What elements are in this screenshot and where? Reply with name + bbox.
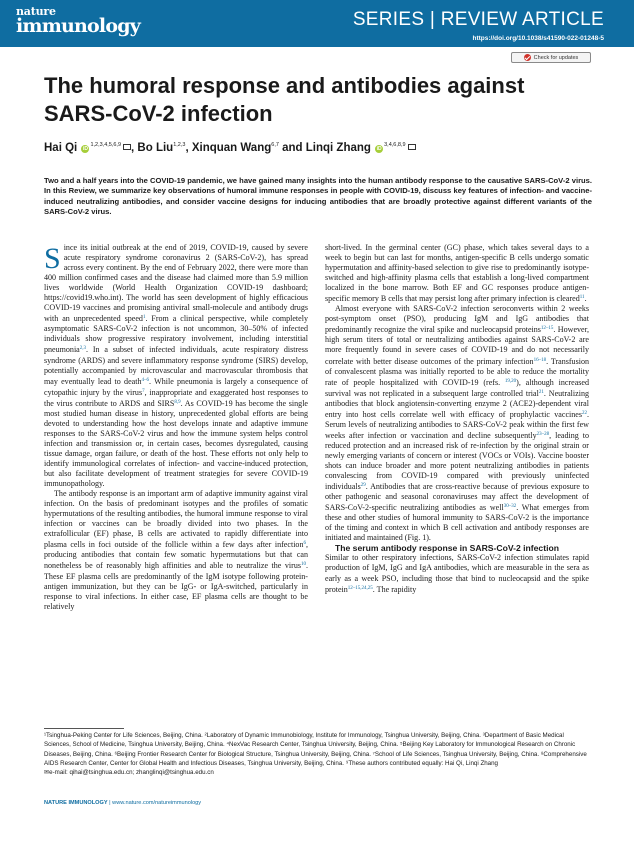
page-footer (44, 800, 201, 806)
body-paragraph (325, 553, 589, 594)
author-affiliation-sup: 3,4,6,8,9 (384, 142, 406, 148)
body-paragraph (44, 489, 308, 612)
section-heading: The serum antibody response in SARS-CoV-2 infection (335, 543, 559, 554)
text-run: . Serum levels of neutralizing antibodies to SARS-CoV-2 peak within the first few weeks after infection or vaccination and decline subsequently (325, 409, 589, 440)
citation-ref[interactable]: 23–28 (536, 431, 550, 437)
body-paragraph (325, 304, 589, 543)
footer-separator: | (107, 800, 113, 806)
article-type-label: SERIES | REVIEW ARTICLE (352, 9, 604, 30)
doi-link[interactable]: https://doi.org/10.1038/s41590-022-01248-5 (472, 35, 604, 42)
author-name[interactable]: Hai Qi (44, 142, 78, 154)
author-affiliation-sup: 1,2,3 (173, 142, 186, 148)
text-run: . In a subset of infected individuals, acute respiratory distress syndrome (ARDS) and severe inflammatory response syndrome (SIRS) develop, potentially accompanied by microvascular and macrovascular thrombosis that may eventually lead to death (44, 345, 308, 386)
orcid-icon[interactable]: iD (82, 146, 88, 152)
abstract: Two and a half years into the COVID-19 pandemic, we have gained many insights into the human antibody response to the causative SARS-CoV-2 virus. In this Review, we summarize key observations of humoral immune responses in people with COVID-19, discuss key features of infection- and vaccine-induced neutralizing antibodies, and consider vaccine designs for inducing antibodies that are broadly protective against different variants of the SARS-CoV-2 virus. (44, 176, 592, 217)
orcid-icon[interactable]: iD (376, 146, 382, 152)
footnote-divider (44, 728, 124, 729)
text-run: ), although increased survival was not replicated in a subsequent large controlled trial (325, 377, 589, 398)
text-run: The antibody response is an important arm of adaptive immunity against viral infection. On the basis of predominant isotypes and the profiles of somatic hypermutations of the resulting antibodies, the humoral immune response to viral infection or vaccines can be broadly divided into two phases. In the extrafollicular (EF) phase, B cells are activated to rapidly differentiate into plasma cells in foci outside of the follicle within a few days after infection (44, 489, 308, 550)
text-run: . Transfusion of convalescent plasma was initially reported to be able to reduce the mortality rate of people hospitalized with COVID-19 (refs. (325, 356, 589, 387)
citation-ref[interactable]: 7 (142, 388, 145, 394)
citation-ref[interactable]: 12–15 (540, 326, 554, 332)
check-for-updates-label: Check for updates (533, 54, 579, 61)
author-affiliation-sup: 6,7 (271, 142, 279, 148)
citation-ref[interactable]: 22 (581, 410, 587, 416)
citation-ref[interactable]: 21 (538, 389, 544, 395)
check-updates-icon (524, 54, 531, 61)
text-run: . These EF plasma cells are predominantly of the IgM isotype following protein-antigen immunization, but they can be IgG- or IgA-switched, particularly in response to viral infections. In either case, EF plasma cells are thought to be relatively (44, 561, 308, 611)
journal-header (0, 0, 634, 47)
text-run: Similar to other respiratory infections, SARS-CoV-2 infection stimulates rapid production of IgM, IgG and IgA antibodies, which are measurable in the sera as early as a week PSO, including those that bind to nucleocapsid and the spike protein (325, 553, 589, 594)
author-name[interactable]: Linqi Zhang (305, 142, 371, 154)
citation-ref[interactable]: 4–6 (141, 377, 149, 383)
author-list: Hai Qi iD$^{1,2,3,4,5,6,9}$ , Bo Liu$^{1,2,3}$, Xinquan Wang$^{6,7}$ and Linqi Zhang iD$^{3,4,6,8,9}$ (44, 142, 604, 154)
body-paragraph (325, 243, 589, 304)
citation-ref[interactable]: 29 (360, 483, 366, 489)
email-icon[interactable] (408, 144, 416, 150)
text-run: , producing antibodies that contain few somatic hypermutations but that can nonetheless be of reasonably high affinities and able to neutralize the virus (44, 540, 308, 571)
citation-ref[interactable]: 6 (303, 541, 306, 547)
citation-ref[interactable]: 2,3 (79, 346, 87, 352)
logo-line-nature: nature (16, 5, 56, 18)
text-run: . As COVID-19 has become the single most studied human disease in history, unprecedented global efforts are being devoted to understanding how the host develops innate and adaptive immune responses to the SARS-CoV-2 virus and how the immune system helps control infection and transmission or, in certain cases, becomes dysregulated, causing tissue damage, organ failure, or death of the host. These efforts not only help to identify immunological correlates of infection- and vaccine-induced protection, but also facilitate development of treatment strategies for severe COVID-19 immunopathology. (44, 398, 309, 489)
footer-url[interactable]: www.nature.com/natureimmunology (112, 800, 202, 806)
citation-ref[interactable]: 8,9 (174, 399, 181, 405)
text-run: ince its initial outbreak at the end of 2019, COVID-19, caused by severe acute respiratory syndrome coronavirus 2 (SARS-CoV-2), has spread across every continent. By the end of February 2022, there were more than 400 million confirmed cases and the disease had claimed more than 5.9 million lives worldwide (World Health Organization COVID-19 dashboard; https://covid19.who.int). The world has seen development of highly efficacious COVID-19 vaccines and promising antiviral small-molecule and antibody drugs with an unprecedented speed (44, 243, 308, 324)
logo-line-immunology: immunology (16, 15, 140, 37)
text-run: , leading to reduced protection and an increased risk of re-infection by the original strain or newly emerging variants of concern or interest (VOCs or VOIs). Vaccine booster shots can induce broader and more potent neutralizing antibodies in patients convalescing from COVID-19 compared with previously uninfected individuals (325, 430, 589, 492)
citation-ref[interactable]: 30–32 (503, 504, 517, 510)
author-name[interactable]: Bo Liu (137, 142, 174, 154)
body-column-left (44, 243, 308, 612)
email-icon[interactable] (123, 144, 131, 150)
text-run: . Neutralizing antibodies that block angiotensin-converting enzyme 2 (ACE2)-dependent viral entry into host cells correlate well with efficacy of prophylactic vaccines (325, 388, 589, 419)
text-run: , inappropriate and exaggerated host responses to the virus contribute to ARDS and SIRS (44, 387, 308, 408)
text-run: . Antibodies that are cross-reactive because of previous exposure to other pathogenic and seasonal coronaviruses may affect the development of SARS-CoV-2-specific neutralizing antibodies as well (325, 482, 589, 513)
citation-ref[interactable]: 1 (142, 315, 146, 321)
body-column-right (325, 243, 589, 595)
text-run: . While pneumonia is largely a consequence of cytopathic injury by the virus (44, 376, 308, 397)
citation-ref[interactable]: 11 (579, 295, 585, 301)
text-run: . From a clinical perspective, while completely asymptomatic SARS-CoV-2 infection is not uncommon, 30–50% of infected individuals show progressive respiratory involvement, including interstitial pneumonia (44, 314, 308, 355)
citation-ref[interactable]: 19,20 (504, 378, 517, 384)
body-paragraph (44, 243, 308, 489)
drop-cap: S (44, 242, 61, 275)
check-for-updates-button[interactable] (511, 52, 591, 63)
author-name[interactable]: Xinquan Wang (191, 142, 272, 154)
text-run: . However, high serum titers of total or neutralizing antibodies against SARS-CoV-2 are more frequently found in severe cases of COVID-19 and do not necessarily correlate with better disease outcomes of the primary infection (325, 325, 589, 366)
text-run: . The rapidity (372, 584, 417, 594)
author-affiliation-sup: 1,2,3,4,5,6,9 (90, 142, 122, 148)
text-run: Almost everyone with SARS-CoV-2 infection seroconverts within 2 weeks post-symptom onset (PSO), producing IgM and IgG antibodies that predominantly recognize the viral spike and nucleocapsid proteins (325, 304, 589, 335)
affiliations (44, 731, 592, 777)
citation-ref[interactable]: 10 (300, 562, 306, 568)
article-title: The humoral response and antibodies against SARS-CoV-2 infection (44, 73, 525, 126)
affiliations-text: ¹Tsinghua-Peking Center for Life Sciences, Beijing, China. ²Laboratory of Dynamic Immunobiology, Institute for Immunology, Tsinghua University, Beijing, China. ³Department of Basic Medical Sciences, School of Medicine, Tsinghua University, Beijing, China. ⁴NexVac Research Center, Tsinghua University, Beijing, China. ⁵Beijing Key Laboratory for Immunological Research on Chronic Diseases, Beijing, China. ⁶Beijing Frontier Research Center for Biological Structure, Tsinghua University, Beijing, China. ⁷School of Life Sciences, Tsinghua University, Beijing, China. ⁸Comprehensive AIDS Research Center, Center for Global Health and Infectious Diseases, Tsinghua University, Beijing, China. ⁹These authors contributed equally: Hai Qi, Linqi Zhang (44, 732, 587, 767)
journal-logo[interactable] (16, 6, 140, 36)
citation-ref[interactable]: 12–15,24,25 (347, 585, 373, 591)
text-run: . What emerges from these and other studies of humoral immunity to SARS-CoV-2 is the importance of the timing and context in which B cell activation and antibody responses are initiated and maintained (Fig. 1). (325, 503, 589, 543)
footer-journal: NATURE IMMUNOLOGY (44, 800, 108, 806)
email-line[interactable]: ✉e-mail: qihai@tsinghua.edu.cn; zhanglinqi@tsinghua.edu.cn (44, 769, 214, 777)
citation-ref[interactable]: 16–18 (533, 357, 547, 363)
text-run: . (584, 294, 587, 304)
text-run: short-lived. In the germinal center (GC) phase, which takes several days to a week to begin but can last for months, antigen-specific B cells undergo somatic hypermutation and affinity-based selection to give rise to predominantly isotype-switched and high-affinity plasma cells that establish a long-lived compartment localized in the bone marrow. Both EF and GC responses produce antigen-specific memory B cells that may persist long after primary infection is cleared (325, 243, 589, 304)
